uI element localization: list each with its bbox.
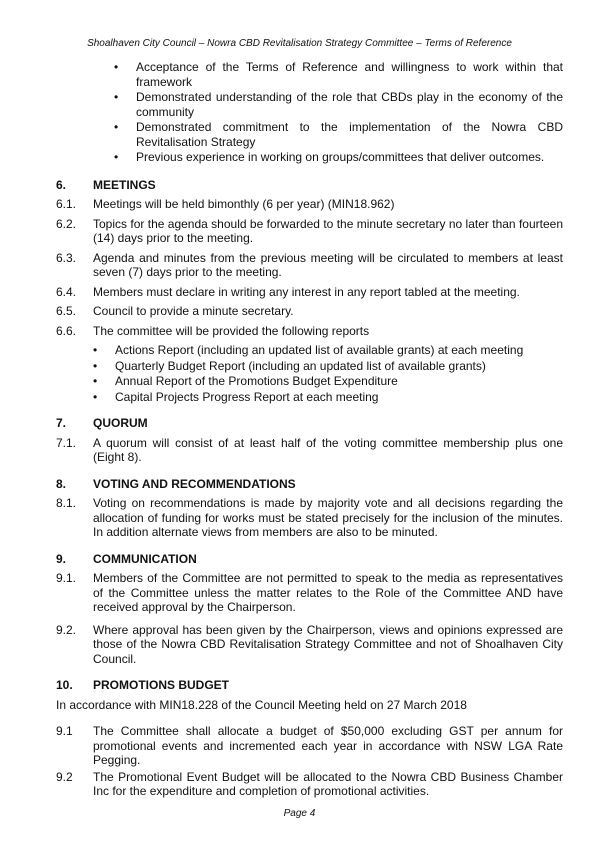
bullet-icon: • (114, 60, 119, 74)
clause-6-1: 6.1. Meetings will be held bimonthly (6 per year) (MIN18.962) (56, 197, 395, 211)
clause-6-6: 6.6. The committee will be provided the following reports (56, 323, 370, 338)
bullet-icon: • (93, 343, 98, 357)
list-item: • Quarterly Budget Report (including an updated list of available grants) (93, 358, 486, 373)
section-heading-voting: 8. VOTING AND RECOMMENDATIONS (56, 476, 296, 491)
list-item: • Actions Report (including an updated list of available grants) at each meeting (93, 343, 524, 357)
bullet-icon: • (93, 389, 98, 404)
clause-6-3: 6.3. Agenda and minutes from the previous meeting will be circulated to members at least seven (7) days prior to the meeting. (56, 250, 563, 279)
list-item: • Annual Report of the Promotions Budget Expenditure (93, 374, 398, 388)
clause-6-5: 6.5. Council to provide a minute secretary. (56, 304, 294, 318)
bullet-icon: • (114, 90, 119, 104)
clause-10-9-1: 9.1 The Committee shall allocate a budget of $50,000 excluding GST per annum for promotional events and incremented each year in accordance with NSW LGA Rate Pegging. (56, 724, 563, 767)
clause-7-1: 7.1. A quorum will consist of at least half of the voting committee membership plus one (Eight 8). (56, 435, 563, 464)
promotions-intro: In accordance with MIN18.228 of the Council Meeting held on 27 March 2018 (56, 697, 467, 712)
section-heading-quorum: 7. QUORUM (56, 416, 148, 430)
bullet-icon: • (93, 358, 98, 373)
section-heading-meetings: 6. MEETINGS (56, 177, 156, 192)
list-item: • Demonstrated understanding of the role that CBDs play in the economy of the community (114, 90, 563, 119)
section-heading-communication: 9. COMMUNICATION (56, 551, 197, 566)
page-header: Shoalhaven City Council – Nowra CBD Revitalisation Strategy Committee – Terms of Reference (87, 38, 512, 49)
clause-9-2: 9.2. Where approval has been given by the Chairperson, views and opinions expressed are those of the Nowra CBD Revitalisation Strategy Committee and not of Shoalhaven City Council. (56, 622, 563, 666)
list-item: • Acceptance of the Terms of Reference and willingness to work within that framework (114, 60, 563, 89)
clause-10-9-2: 9.2 The Promotional Event Budget will be allocated to the Nowra CBD Business Chamber Inc for the expenditure and completion of promotional activities. (56, 769, 563, 798)
list-item: • Previous experience in working on groups/committees that deliver outcomes. (114, 150, 545, 164)
bullet-icon: • (93, 374, 98, 388)
page-content (56, 60, 563, 804)
bullet-icon: • (114, 150, 119, 164)
list-item: • Demonstrated commitment to the implementation of the Nowra CBD Revitalisation Strategy (114, 120, 563, 149)
clause-6-4: 6.4. Members must declare in writing any interest in any report tabled at the meeting. (56, 284, 520, 299)
intro-bullet-list (56, 60, 563, 165)
section-heading-promotions-budget: 10. PROMOTIONS BUDGET (56, 678, 230, 692)
list-item: • Capital Projects Progress Report at each meeting (93, 389, 379, 404)
clause-6-2: 6.2. Topics for the agenda should be forwarded to the minute secretary no later than fourteen (14) days prior to the meeting. (56, 216, 563, 245)
clause-9-1: 9.1. Members of the Committee are not permitted to speak to the media as representatives of the Committee unless the matter relates to the Role of the Committee AND have received approval by the Chairperson. (56, 571, 563, 614)
reports-bullet-list (56, 343, 563, 404)
page-number: Page 4 (283, 808, 316, 819)
clause-8-1: 8.1. Voting on recommendations is made by majority vote and all decisions regarding the allocation of funding for works must be stated precisely for the inclusion of the minutes. In addition alternate views from members are also to be minuted. (56, 496, 563, 539)
bullet-icon: • (114, 120, 119, 134)
